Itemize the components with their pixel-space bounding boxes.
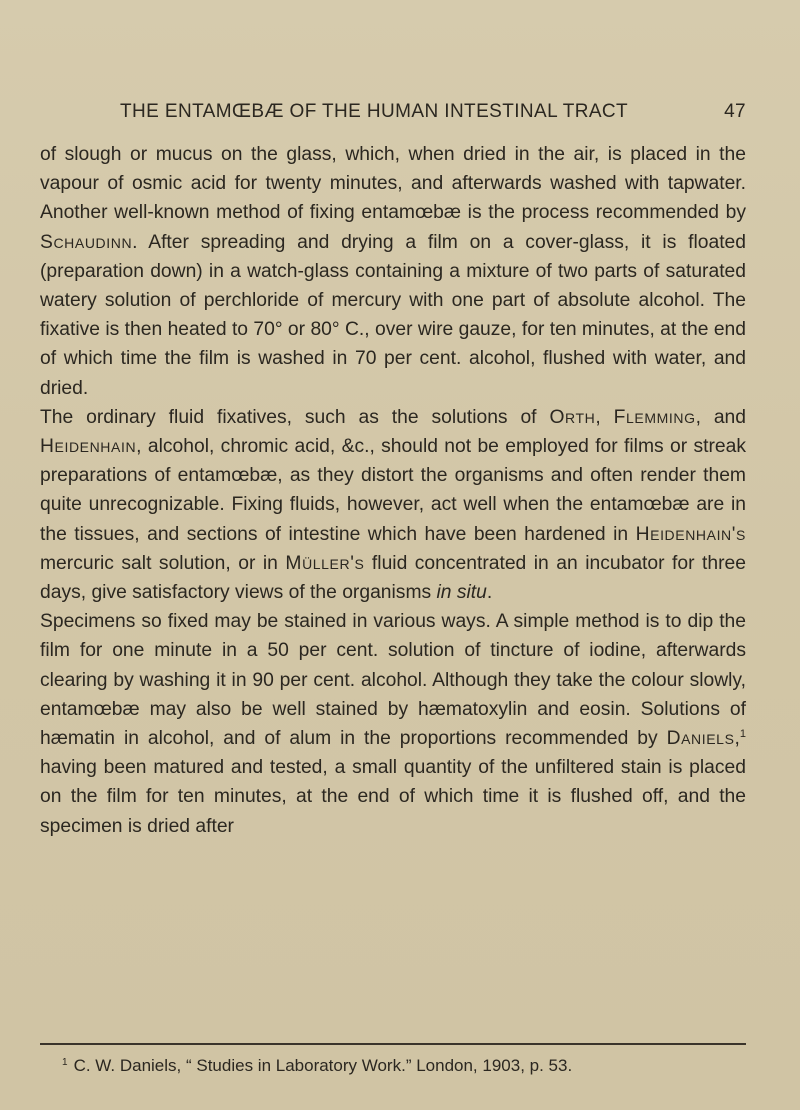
author-name: Müller's bbox=[285, 552, 365, 574]
text-run: , bbox=[734, 728, 740, 750]
text-run: . After spreading and drying a film on a cover-glass, it is floated (preparation down) in a watch-glass containing a mixture of two parts of saturated watery solution of perchloride of mercury with one part of absolute alcohol. The fixative is then heated to 70° or 80° C., over wire gauze, for ten minutes, at the end of which time the film is washed in 70 per cent. alcohol, flushed with water, and dried. bbox=[40, 231, 746, 399]
italic-phrase: in situ bbox=[436, 582, 487, 604]
author-name: Flemming bbox=[613, 406, 696, 428]
footnote-mark: 1 bbox=[62, 1057, 68, 1068]
author-name: Heidenhain bbox=[40, 436, 137, 458]
text-run: fluid concentrated in an incubator for three days, give satisfactory views of the organisms bbox=[40, 552, 747, 604]
text-run: The ordinary fluid fixatives, such as the solutions of bbox=[40, 406, 550, 428]
text-run: , and bbox=[695, 406, 746, 428]
footnote bbox=[62, 1056, 752, 1076]
author-name: Orth bbox=[549, 406, 596, 428]
footnote-divider bbox=[40, 1043, 746, 1045]
author-name: Schaudinn bbox=[40, 231, 133, 253]
footnote-text: C. W. Daniels, “ Studies in Laboratory Work.” London, 1903, p. 53. bbox=[73, 1056, 573, 1075]
author-name: Heidenhain's bbox=[635, 523, 746, 545]
paragraph bbox=[40, 140, 746, 403]
text-run: , alcohol, chromic acid, &c., should not be employed for films or streak preparations of entamœbæ, as they distort the organisms and often render them quite unrecognizable. Fixing fluids, however, act well when the entamœbæ are in the tissues, and sections of intestine which have been hardened in bbox=[40, 436, 746, 545]
footnote-reference: 1 bbox=[739, 728, 746, 741]
text-run: Specimens so fixed may be stained in various ways. A simple method is to dip the film for one minute in a 50 per cent. solution of tincture of iodine, afterwards clearing by washing it in 90 per cent. alcohol. Although they take the colour slowly, entamœbæ may also be well stained by hæmatoxylin and eosin. Solutions of hæmatin in alcohol, and of alum in the proportions recommended by bbox=[40, 611, 746, 750]
text-run: having been matured and tested, a small quantity of the unfiltered stain is placed on the film for ten minutes, at the end of which time it is flushed off, and the specimen is dried after bbox=[40, 757, 746, 837]
page-number: 47 bbox=[724, 101, 746, 122]
running-title: THE ENTAMŒBÆ OF THE HUMAN INTESTINAL TRACT bbox=[120, 101, 629, 122]
text-run: mercuric salt solution, or in bbox=[40, 552, 286, 574]
author-name: Daniels bbox=[666, 728, 735, 750]
body-text bbox=[40, 140, 746, 841]
paragraph bbox=[40, 403, 746, 607]
text-run: , bbox=[595, 406, 614, 428]
text-run: . bbox=[486, 582, 493, 604]
paragraph bbox=[40, 607, 746, 841]
text-run: of slough or mucus on the glass, which, when dried in the air, is placed in the vapour of osmic acid for twenty minutes, and afterwards washed with tapwater. Another well-known method of fixing entamœbæ is the process recommended by bbox=[40, 144, 746, 224]
